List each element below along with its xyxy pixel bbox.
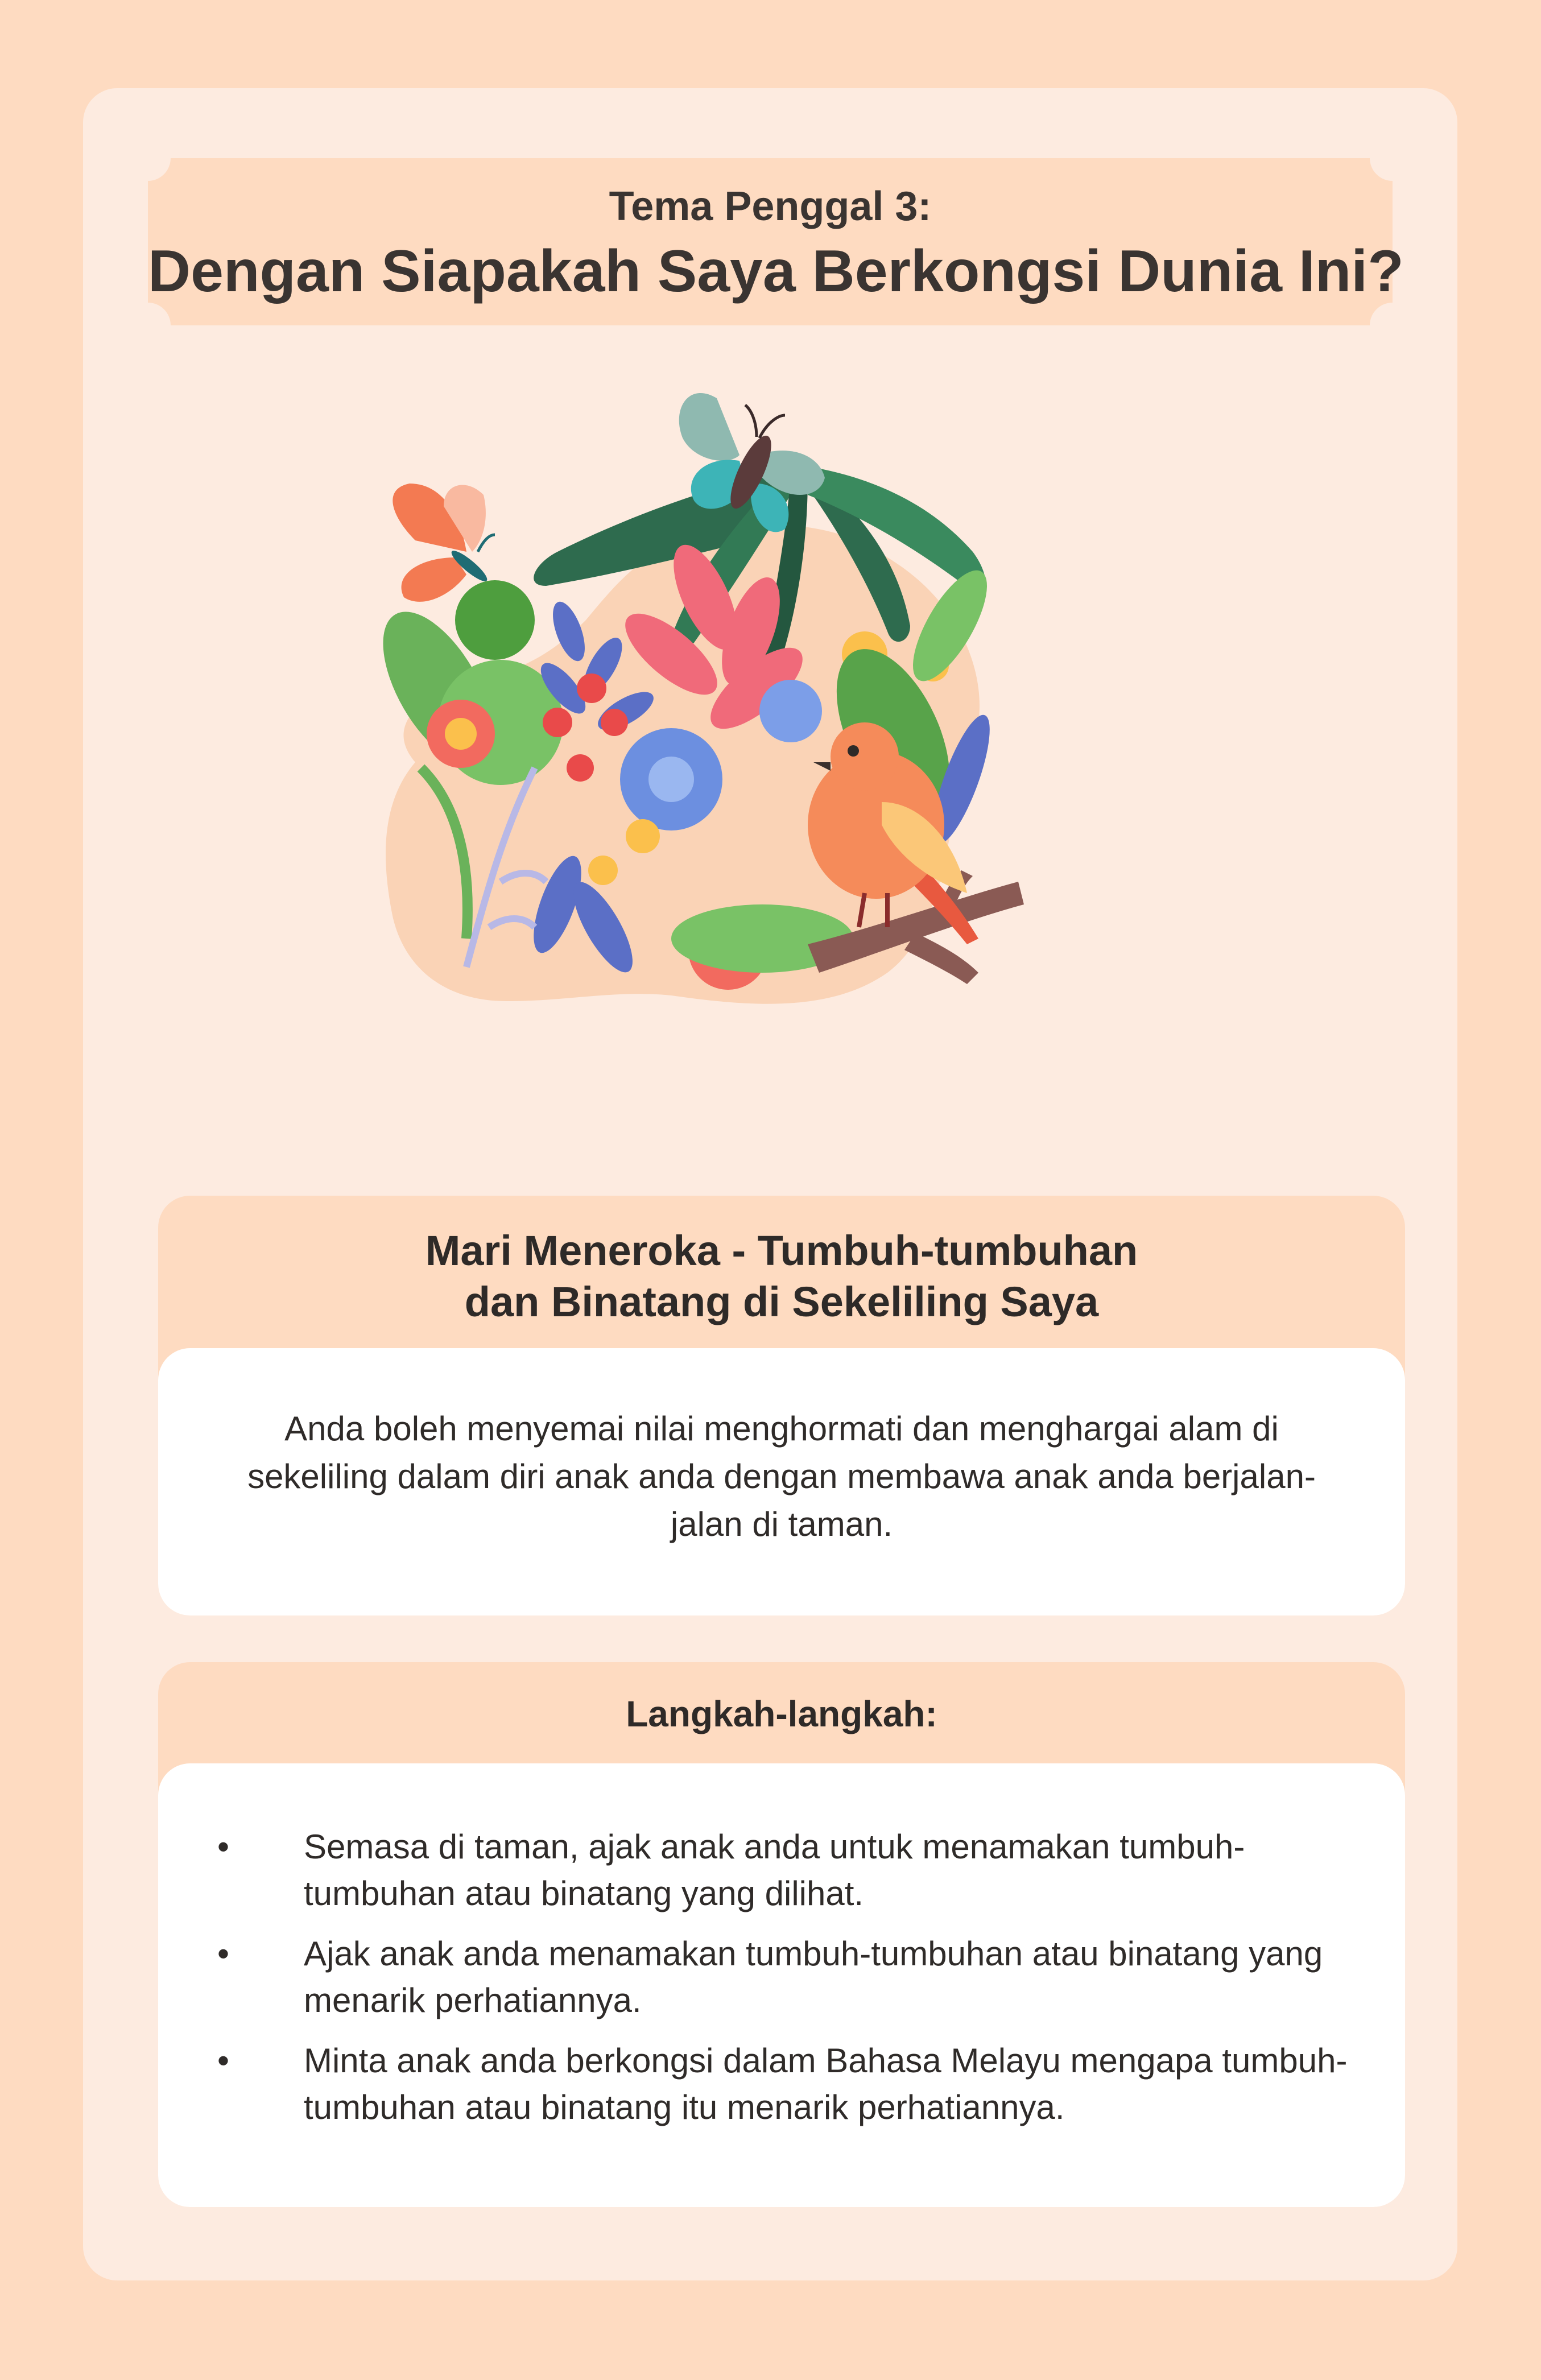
title-banner	[148, 158, 1404, 325]
list-item	[158, 1824, 1405, 1917]
page-title: Dengan Siapakah Saya Berkongsi Dunia Ini?	[148, 238, 1404, 304]
step-text: Minta anak anda berkongsi dalam Bahasa Melayu mengapa tumbuh-tumbuhan atau binatang itu menarik perhatiannya.	[304, 2042, 1348, 2126]
explore-heading-line1: Mari Meneroka - Tumbuh-tumbuhan	[425, 1227, 1138, 1274]
steps-heading: Langkah-langkah:	[626, 1693, 937, 1734]
bullet-icon: •	[217, 2042, 230, 2080]
explore-body	[158, 1348, 1405, 1615]
steps-body	[158, 1763, 1405, 2207]
explore-heading	[158, 1225, 1405, 1328]
bullet-icon: •	[217, 1935, 230, 1973]
explore-text: Anda boleh menyemai nilai menghormati dan menghargai alam di sekeliling dalam diri anak anda dengan membawa anak anda berjalan-jalan di taman.	[247, 1410, 1316, 1543]
list-item	[158, 2038, 1405, 2131]
list-item	[158, 1931, 1405, 2024]
term-kicker: Tema Penggal 3:	[609, 184, 932, 229]
explore-heading-line2: dan Binatang di Sekeliling Saya	[464, 1278, 1099, 1325]
explore-panel	[158, 1196, 1405, 1615]
nature-illustration	[319, 370, 1286, 1155]
step-text: Semasa di taman, ajak anak anda untuk menamakan tumbuh-tumbuhan atau binatang yang dilihat.	[304, 1828, 1245, 1912]
steps-panel	[158, 1662, 1405, 2207]
steps-list	[158, 1824, 1405, 2145]
step-text: Ajak anak anda menamakan tumbuh-tumbuhan atau binatang yang menarik perhatiannya.	[304, 1935, 1323, 2019]
bullet-icon: •	[217, 1828, 230, 1866]
